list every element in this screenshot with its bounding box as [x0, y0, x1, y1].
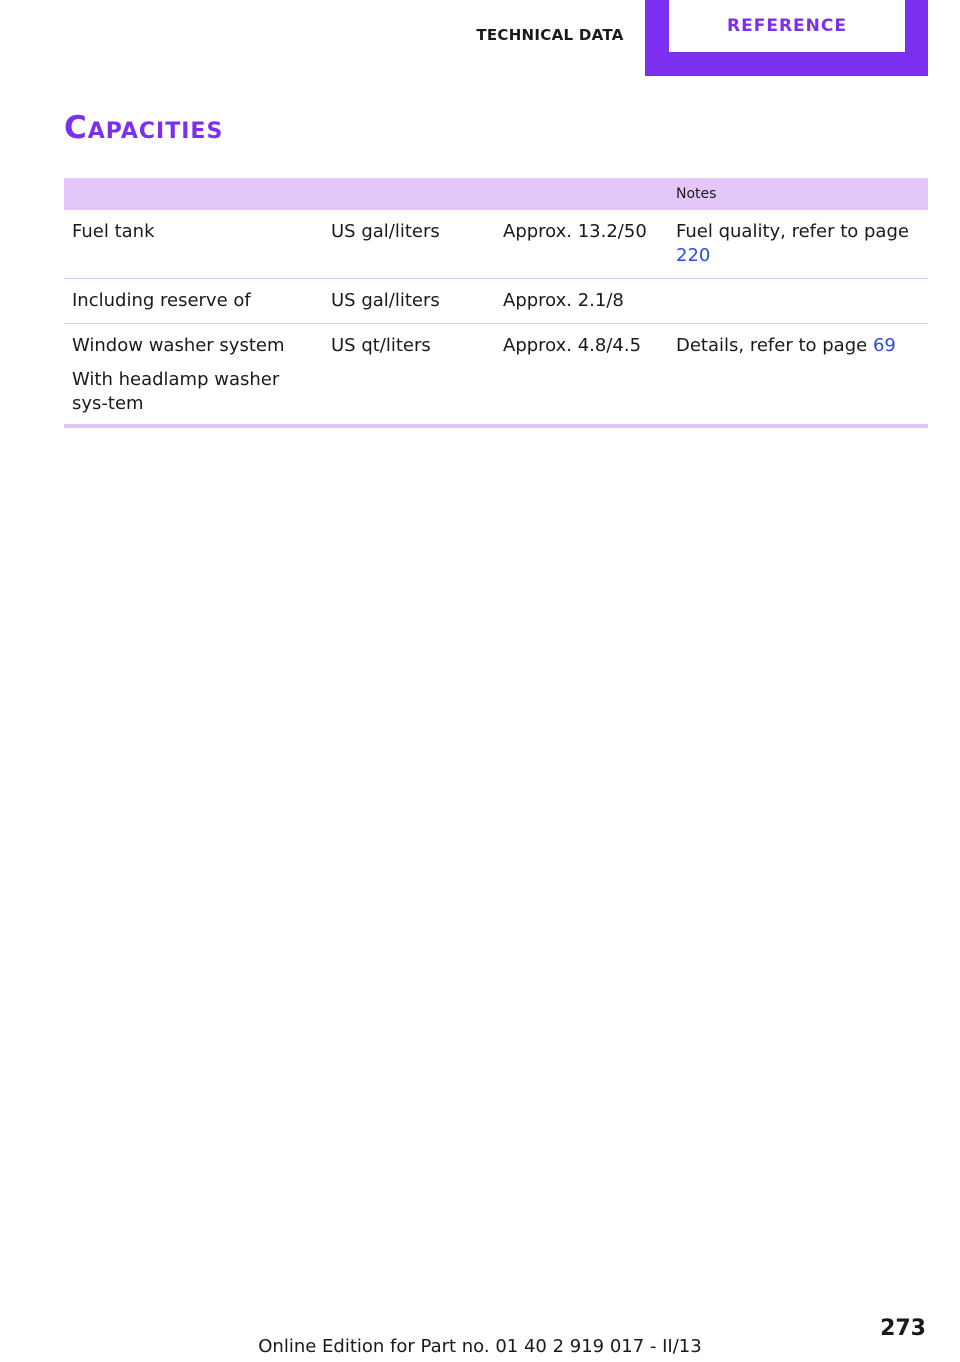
cell-item: Including reserve of: [64, 279, 323, 324]
table-row: [64, 324, 928, 427]
cell-note: [668, 324, 928, 427]
cell-unit: US qt/liters: [323, 324, 495, 427]
page-link-69[interactable]: 69: [872, 335, 896, 356]
cell-unit: US gal/liters: [323, 279, 495, 324]
column-header-notes: Notes: [668, 178, 928, 210]
cell-unit: US gal/liters: [323, 210, 495, 279]
footer-edition-text: Online Edition for Part no. 01 40 2 919 017 - II/13: [258, 1336, 702, 1357]
column-header-unit: [323, 178, 495, 210]
capacities-table: [64, 178, 928, 428]
cell-note: [668, 210, 928, 279]
cell-value: Approx. 4.8/4.5: [495, 324, 668, 427]
column-header-item: [64, 178, 323, 210]
page-title: Capacities: [64, 110, 224, 146]
cell-value: Approx. 13.2/50: [495, 210, 668, 279]
table-row: [64, 210, 928, 279]
reference-tab-label: REFERENCE: [669, 0, 905, 52]
table-row: [64, 279, 928, 324]
cell-note: [668, 279, 928, 324]
cell-item: Fuel tank: [64, 210, 323, 279]
page-link-220[interactable]: 220: [676, 245, 711, 266]
note-text: Fuel quality, refer to page: [676, 221, 909, 242]
reference-tab[interactable]: [645, 0, 928, 76]
item-text: Window washer system: [72, 335, 285, 356]
cell-item: [64, 324, 323, 427]
cell-value: Approx. 2.1/8: [495, 279, 668, 324]
column-header-value: [495, 178, 668, 210]
header-section-title: TECHNICAL DATA: [476, 26, 624, 44]
item-subtext: With headlamp washer sys-tem: [72, 369, 280, 414]
page-number: 273: [880, 1316, 926, 1341]
table-header-row: [64, 178, 928, 210]
note-text: Details, refer to page: [676, 335, 868, 356]
